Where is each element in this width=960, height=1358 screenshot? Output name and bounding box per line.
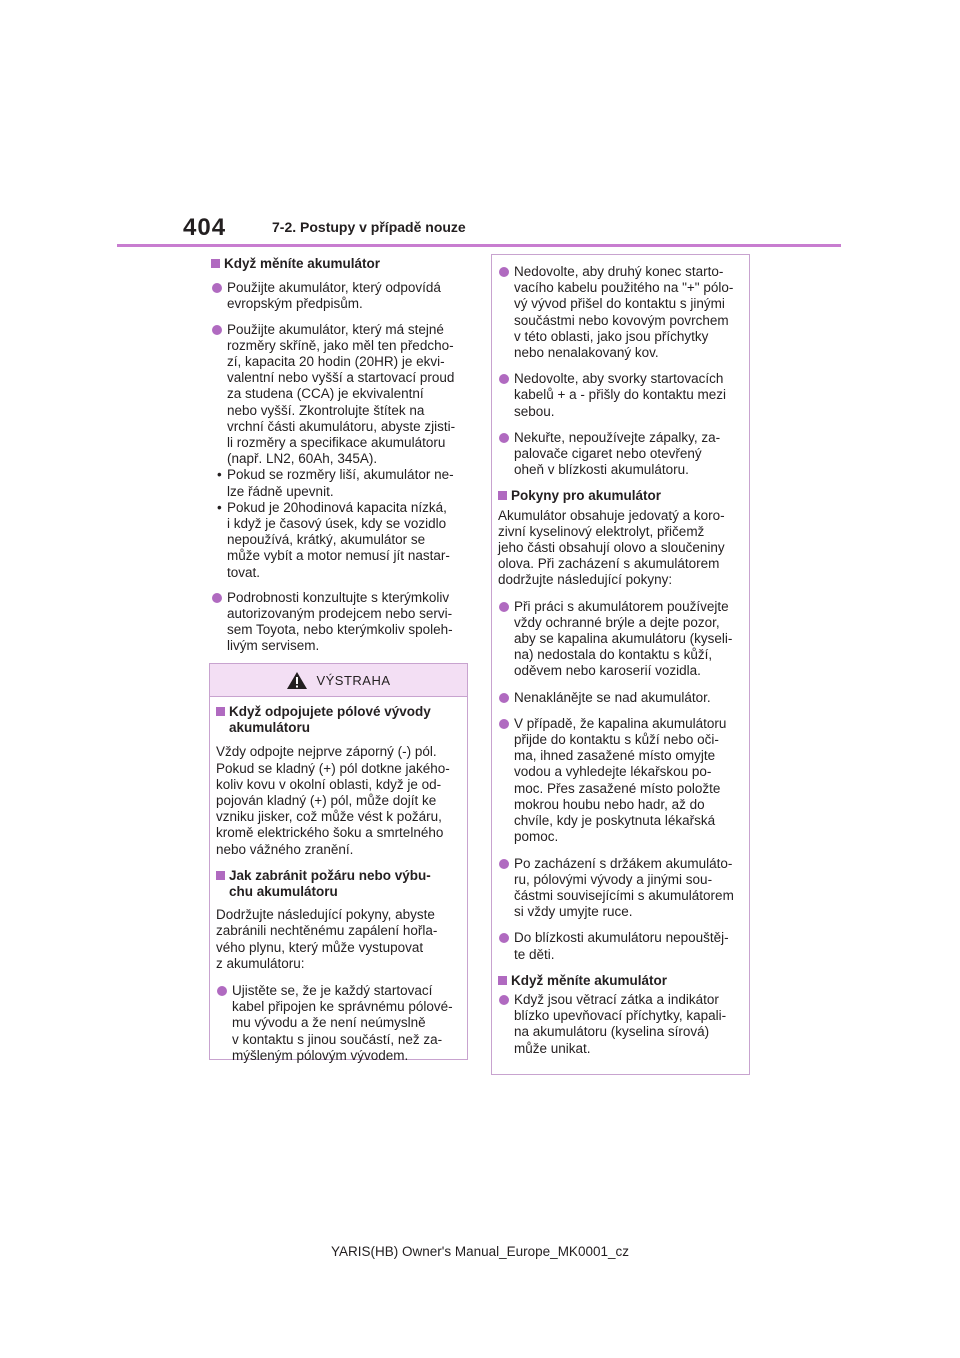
text-line: nepoužívá, krátký, akumulátor se [227, 532, 426, 548]
right-heading-1 [498, 488, 746, 504]
page-number: 404 [183, 214, 227, 241]
text-line: si vždy umyjte ruce. [514, 904, 633, 920]
text-line: v kontaktu s jinou součástí, než za- [232, 1031, 443, 1047]
text-line: Jak zabránit požáru nebo výbu- [229, 867, 431, 883]
text-line: může unikat. [514, 1040, 591, 1056]
text-line: Nedovolte, aby druhý konec starto- [514, 264, 724, 279]
text-line: kabel připojen ke správnému pólové- [232, 999, 453, 1015]
text-line: rozměry skříně, jako měl ten předcho- [227, 337, 454, 353]
text-line: Nenaklánějte se nad akumulátor. [514, 689, 711, 705]
text-line: Nekuřte, nepoužívejte zápalky, za- [514, 429, 721, 445]
text-line: může vybít a motor nemusí jít nastar- [227, 548, 450, 564]
text-line: Když jsou větrací zátka a indikátor [514, 991, 719, 1007]
text-line: nebo vyšší. Zkontrolujte štítek na [227, 402, 425, 418]
text-line: kromě elektrického šoku a smrtelného [216, 825, 444, 841]
text-line: zabránili nechtěnému zapálení hořla- [216, 923, 438, 939]
text-line: mokrou houbu nebo hadr, až do [514, 796, 705, 812]
text-line: te děti. [514, 946, 555, 962]
square-bullet-icon [498, 976, 507, 985]
text-line: Pokud je 20hodinová kapacita nízká, [227, 499, 447, 515]
circle-bullet-icon [499, 374, 509, 384]
right-bullet-7 [498, 856, 746, 921]
text-line: vého plynu, který může vystupovat [216, 939, 424, 955]
text-line: vrchní části akumulátoru, abyste zjisti- [227, 418, 456, 434]
text-line: nebo vážného zranění. [216, 841, 354, 857]
right-heading-2 [498, 973, 746, 989]
circle-bullet-icon [499, 995, 509, 1005]
text-line: tovat. [227, 564, 261, 580]
text-line: v této oblasti, jako jsou příchytky [514, 328, 709, 344]
left-bullet-3 [211, 590, 469, 655]
circle-bullet-icon [217, 986, 227, 996]
right-bullet-1 [498, 264, 746, 361]
left-heading-text: Když měníte akumulátor [224, 256, 381, 271]
text-line: blízko upevňovací příchytky, kapali- [514, 1008, 727, 1024]
text-line: zí, kapacita 20 hodin (20HR) je ekvi- [227, 354, 445, 370]
text-line: součástmi nebo kovovým povrchem [514, 312, 729, 328]
text-line: sem Toyota, nebo kterýmkoliv spoleh- [227, 622, 453, 638]
footer: YARIS(HB) Owner's Manual_Europe_MK0001_cz [331, 1244, 629, 1259]
warning-title: VÝSTRAHA [316, 672, 391, 688]
text-line: Pokud se rozměry liší, akumulátor ne- [227, 467, 454, 483]
text-line: Nedovolte, aby svorky startovacích [514, 371, 724, 387]
text-line: pomoc. [514, 829, 559, 845]
text-line: chu akumulátoru [229, 884, 338, 900]
left-bullet-2 [211, 322, 469, 468]
warning-paragraph-1 [216, 744, 464, 857]
warning-heading-2 [216, 868, 464, 900]
text-line: livým servisem. [227, 638, 320, 654]
text-line: Podrobnosti konzultujte s kterýmkoliv [227, 589, 450, 605]
square-bullet-icon [216, 871, 225, 880]
warning-bullet-1 [216, 983, 464, 1064]
text-line: (např. LN2, 60Ah, 345A). [227, 451, 378, 467]
text-line: moc. Přes zasažené místo položte [514, 780, 721, 796]
text-line: Použijte akumulátor, který odpovídá [227, 280, 441, 296]
circle-bullet-icon [499, 693, 509, 703]
right-paragraph-1 [498, 508, 746, 589]
left-subbullet-2 [211, 500, 469, 581]
text-line: vodou a vyhledejte lékařskou po- [514, 764, 712, 780]
text-line: autorizovaným prodejcem nebo servi- [227, 606, 453, 622]
text-line: přijde do kontaktu s kůží nebo oči- [514, 732, 719, 748]
text-line: dodržujte následující pokyny: [498, 572, 673, 588]
dot-bullet-icon: • [217, 467, 222, 483]
left-heading [211, 256, 469, 272]
text-line: vzniku jisker, což může vést k požáru, [216, 809, 442, 825]
text-line: na) nedostala do kontaktu s kůží, [514, 647, 713, 663]
text-line: sebou. [514, 403, 555, 419]
left-subbullet-1 [211, 467, 469, 499]
heading-text: Když měníte akumulátor [511, 972, 668, 988]
right-bullet-4 [498, 599, 746, 680]
warning-header [210, 664, 467, 697]
text-line: ma, ihned zasažené místo omyjte [514, 748, 716, 764]
text-line: palovače cigaret nebo otevřený [514, 446, 702, 462]
text-line: oděvem nebo karoserií vozidla. [514, 663, 701, 679]
circle-bullet-icon [499, 933, 509, 943]
warning-continuation-box [491, 254, 750, 1075]
left-column [211, 256, 469, 655]
text-line: pojován kladný (+) pól, může dojít ke [216, 793, 437, 809]
square-bullet-icon [216, 707, 225, 716]
text-line: Když odpojujete pólové vývody [229, 704, 431, 719]
circle-bullet-icon [212, 283, 222, 293]
square-bullet-icon [498, 491, 507, 500]
text-line: vý vývod přišel do kontaktu s jinými [514, 296, 725, 312]
circle-bullet-icon [499, 602, 509, 612]
text-line: mu vývodu a že není neúmyslně [232, 1015, 426, 1031]
text-line: Dodržujte následující pokyny, abyste [216, 907, 435, 923]
text-line: Použijte akumulátor, který má stejné [227, 321, 444, 337]
circle-bullet-icon [212, 593, 222, 603]
text-line: aby se kapalina akumulátoru (kyseli- [514, 631, 733, 647]
text-line: i když je časový úsek, kdy se vozidlo [227, 516, 447, 532]
square-bullet-icon [211, 259, 220, 268]
warning-box [209, 663, 468, 1063]
text-line: Ujistěte se, že je každý startovací [232, 983, 433, 999]
text-line: Pokud se kladný (+) pól dotkne jakého- [216, 760, 450, 776]
text-line: ru, pólovými vývody a jinými sou- [514, 871, 713, 887]
text-line: vždy ochranné brýle a dejte pozor, [514, 614, 720, 630]
text-line: kabelů + a - přišly do kontaktu mezi [514, 387, 726, 403]
text-line: částmi souvisejícími s akumulátorem [514, 887, 734, 903]
text-line: Při práci s akumulátorem používejte [514, 598, 729, 614]
right-bullet-9 [498, 992, 746, 1057]
text-line: na akumulátoru (kyselina sírová) [514, 1024, 710, 1040]
warning-content [216, 704, 464, 1064]
text-line: valentní nebo vyšší a startovací proud [227, 370, 455, 386]
right-bullet-2 [498, 371, 746, 420]
warning-triangle-icon [286, 671, 308, 690]
text-line: zivní kyselinový elektrolyt, přičemž [498, 523, 705, 539]
text-line: akumulátoru [229, 720, 311, 736]
right-bullet-6 [498, 716, 746, 846]
text-line: za studena (CCA) je ekvivalentní [227, 386, 424, 402]
text-line: chvíle, kdy je poskytnuta lékařská [514, 813, 716, 829]
text-line: Vždy odpojte nejprve záporný (-) pól. [216, 744, 437, 760]
text-line: olova. Při zacházení s akumulátorem [498, 556, 720, 572]
text-line: mýšleným pólovým vývodem. [232, 1047, 409, 1063]
circle-bullet-icon [499, 859, 509, 869]
text-line: V případě, že kapalina akumulátoru [514, 715, 727, 731]
text-line: z akumulátoru: [216, 955, 305, 971]
left-bullet-1 [211, 280, 469, 312]
text-line: Po zacházení s držákem akumuláto- [514, 855, 733, 871]
right-bullet-3 [498, 430, 746, 479]
text-line: nebo nenalakovaný kov. [514, 345, 659, 361]
circle-bullet-icon [499, 719, 509, 729]
text-line: evropským předpisům. [227, 296, 363, 312]
right-content [498, 264, 746, 1057]
circle-bullet-icon [499, 433, 509, 443]
text-line: Akumulátor obsahuje jedovatý a koro- [498, 507, 725, 523]
dot-bullet-icon: • [217, 499, 222, 515]
circle-bullet-icon [499, 267, 509, 277]
right-bullet-5 [498, 690, 746, 706]
right-bullet-8 [498, 930, 746, 962]
header-rule [117, 244, 841, 247]
heading-text: Pokyny pro akumulátor [511, 488, 662, 504]
text-line: vacího kabelu použitého na "+" pólo- [514, 280, 734, 296]
warning-paragraph-2 [216, 907, 464, 972]
text-line: oheň v blízkosti akumulátoru. [514, 462, 689, 478]
warning-heading-1 [216, 704, 464, 736]
text-line: li rozměry a specifikace akumulátoru [227, 435, 446, 451]
text-line: koliv kovu v okolní oblasti, když je od- [216, 776, 442, 792]
text-line: lze řádně upevnit. [227, 483, 334, 499]
circle-bullet-icon [212, 325, 222, 335]
section-title: 7-2. Postupy v případě nouze [272, 219, 466, 235]
text-line: Do blízkosti akumulátoru nepouštěj- [514, 930, 729, 946]
text-line: jeho části obsahují olovo a sloučeniny [498, 540, 725, 556]
